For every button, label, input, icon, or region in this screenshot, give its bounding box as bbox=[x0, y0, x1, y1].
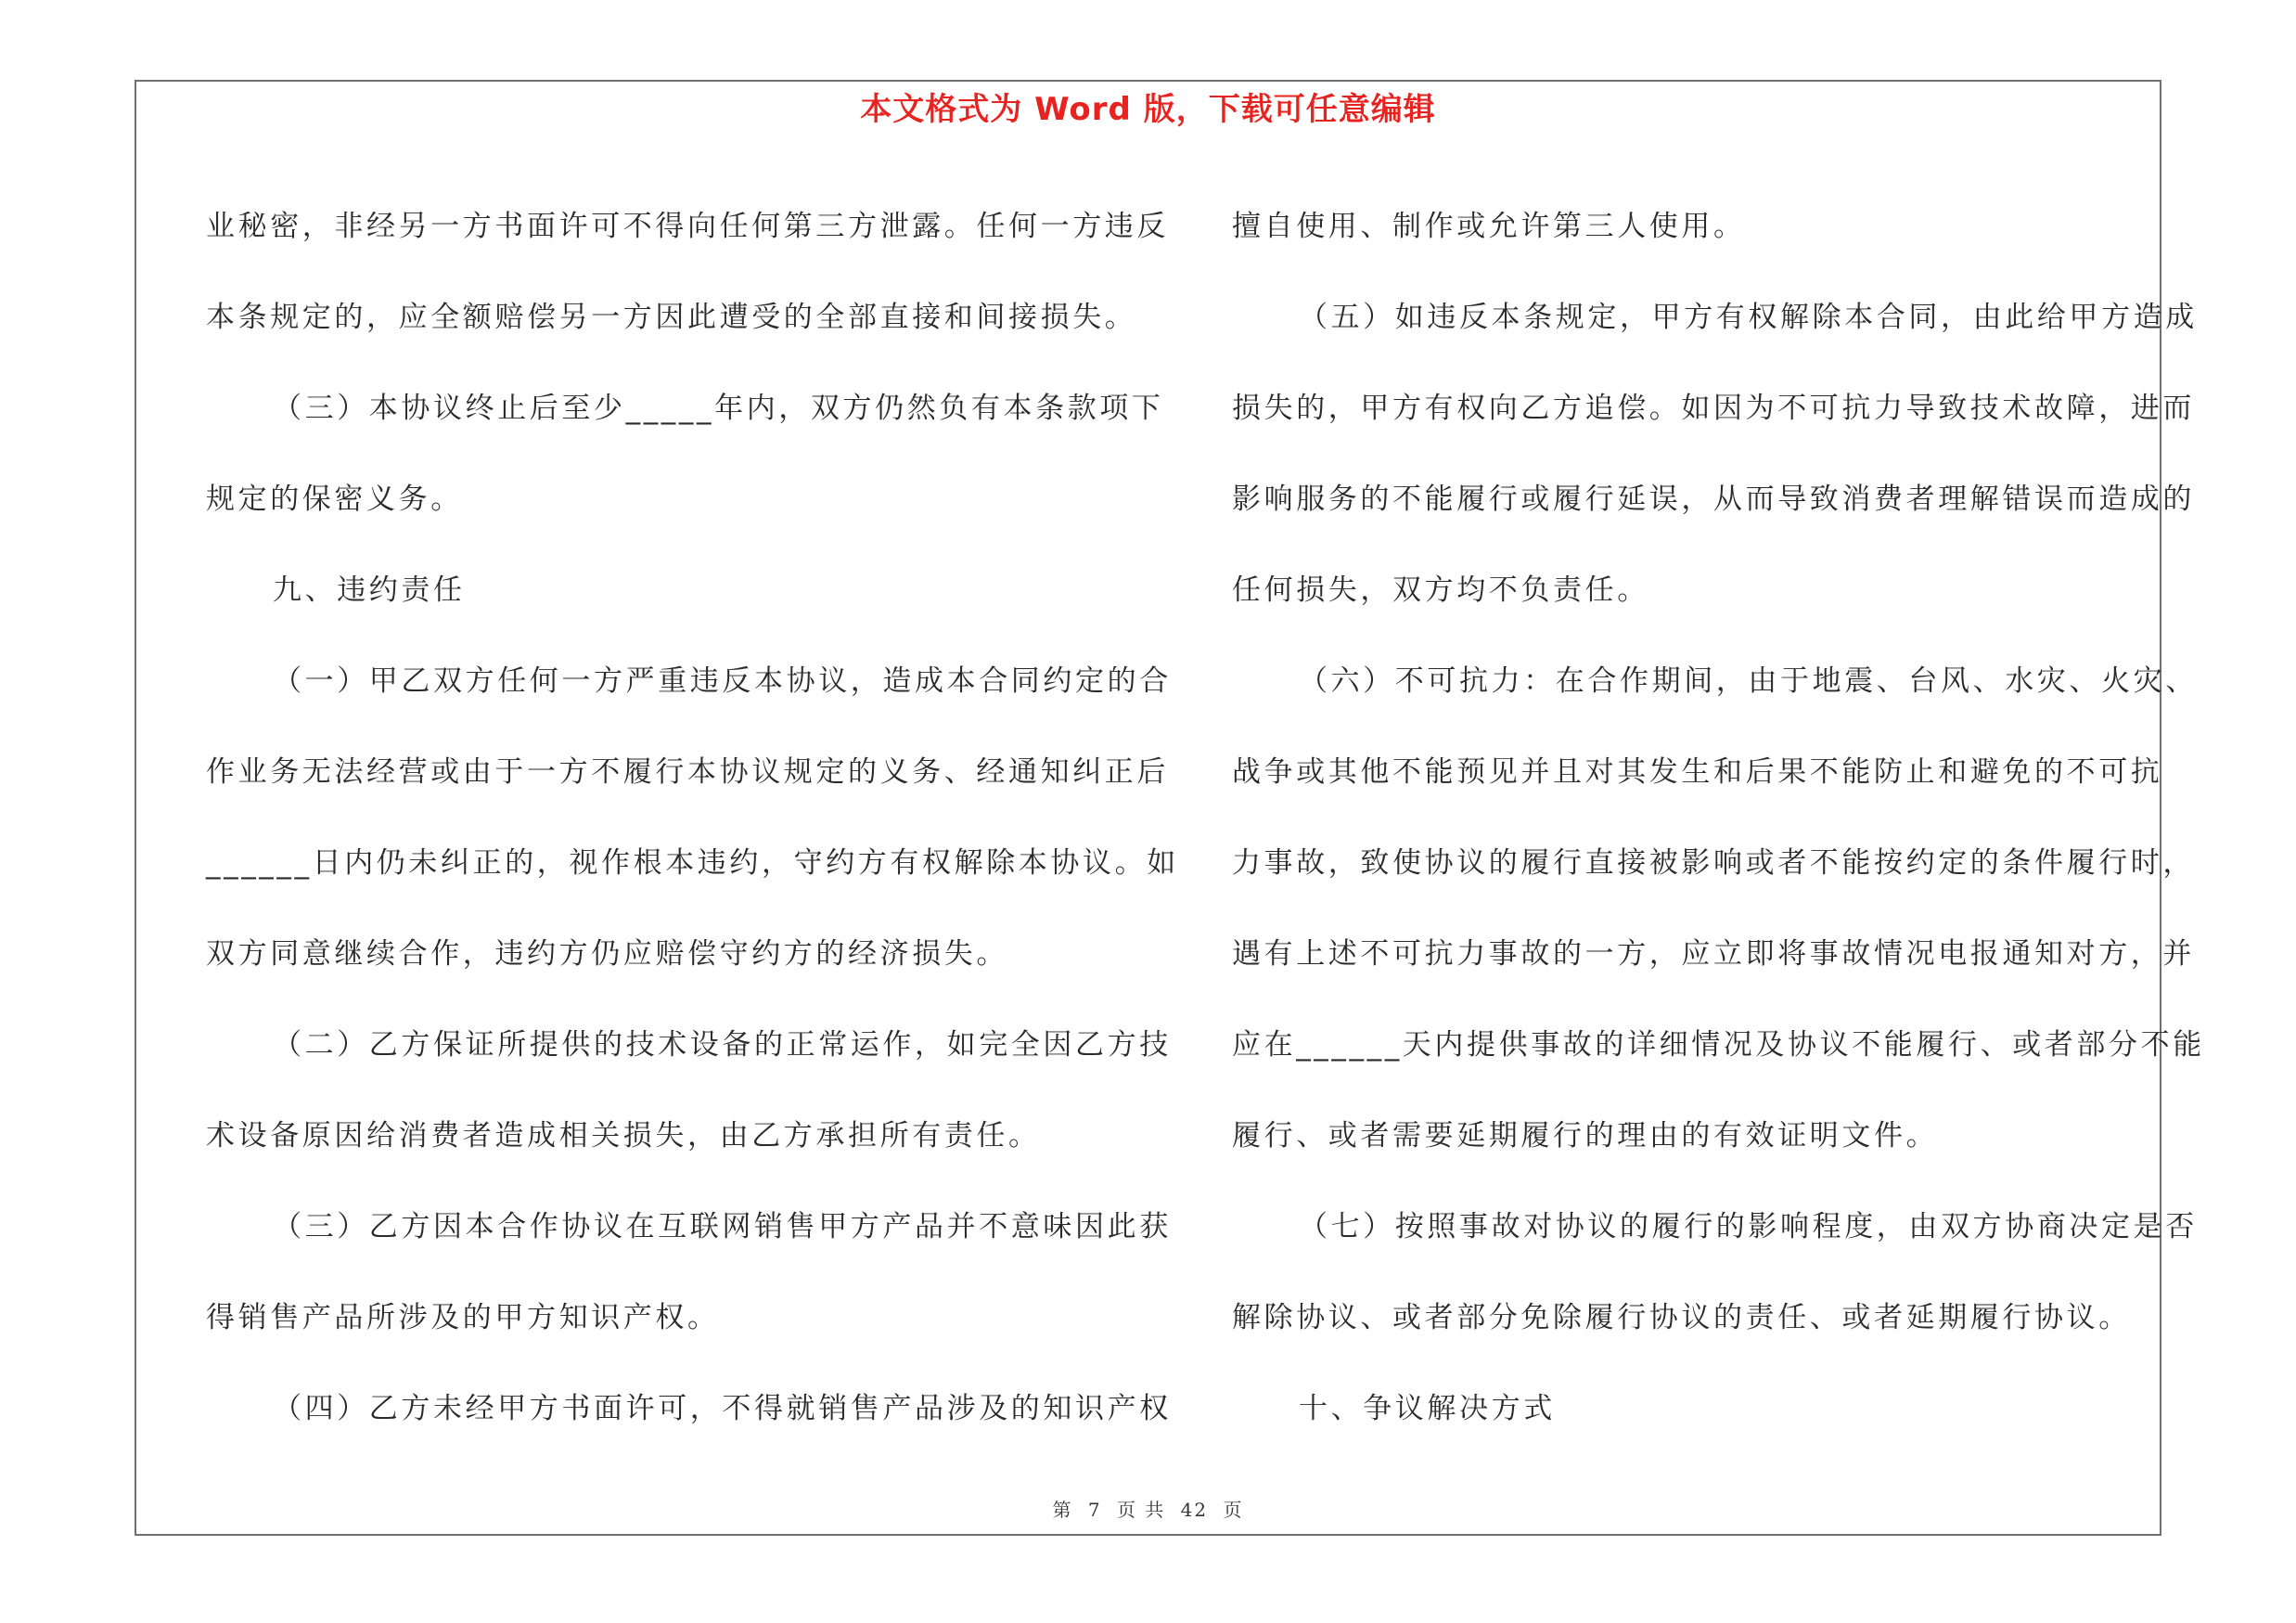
text-line: 遇有上述不可抗力事故的一方，应立即将事故情况电报通知对方，并 bbox=[1232, 937, 2195, 971]
page-number-footer bbox=[0, 1495, 2296, 1522]
text-line: 战争或其他不能预见并且对其发生和后果不能防止和避免的不可抗 bbox=[1232, 755, 2163, 789]
text-line: 双方同意继续合作，违约方仍应赔偿守约方的经济损失。 bbox=[206, 937, 1008, 971]
total-pages-number: 42 bbox=[1180, 1499, 1209, 1521]
text-line: （五）如违反本条规定，甲方有权解除本合同，由此给甲方造成 bbox=[1299, 301, 2198, 334]
footer-prefix: 第 bbox=[1052, 1499, 1073, 1521]
text-line: （三）本协议终止后至少_____年内，双方仍然负有本条款项下 bbox=[273, 392, 1164, 425]
text-line: 擅自使用、制作或允许第三人使用。 bbox=[1232, 210, 1746, 243]
text-line: （七）按照事故对协议的履行的影响程度，由双方协商决定是否 bbox=[1299, 1210, 2198, 1243]
text-line: 损失的，甲方有权向乙方追偿。如因为不可抗力导致技术故障，进而 bbox=[1232, 392, 2195, 425]
text-line: 作业务无法经营或由于一方不履行本协议规定的义务、经通知纠正后 bbox=[206, 755, 1169, 789]
section-heading: 十、争议解决方式 bbox=[1299, 1392, 1556, 1425]
text-line: （一）甲乙双方任何一方严重违反本协议，造成本合同约定的合 bbox=[273, 664, 1172, 698]
text-line: 得销售产品所涉及的甲方知识产权。 bbox=[206, 1301, 720, 1334]
text-line: （四）乙方未经甲方书面许可，不得就销售产品涉及的知识产权 bbox=[273, 1392, 1172, 1425]
text-line: （三）乙方因本合作协议在互联网销售甲方产品并不意味因此获 bbox=[273, 1210, 1172, 1243]
current-page-number: 7 bbox=[1087, 1499, 1102, 1521]
text-line: 履行、或者需要延期履行的理由的有效证明文件。 bbox=[1232, 1119, 1939, 1153]
text-line: 任何损失，双方均不负责任。 bbox=[1232, 573, 1649, 607]
text-line: ______日内仍未纠正的，视作根本违约，守约方有权解除本协议。如 bbox=[206, 846, 1179, 880]
left-text-column bbox=[206, 181, 1179, 1454]
text-line: 本条规定的，应全额赔偿另一方因此遭受的全部直接和间接损失。 bbox=[206, 301, 1137, 334]
text-line: （二）乙方保证所提供的技术设备的正常运作，如完全因乙方技 bbox=[273, 1028, 1172, 1062]
right-text-column bbox=[1232, 181, 2205, 1454]
text-line: 规定的保密义务。 bbox=[206, 483, 463, 516]
text-line: 应在______天内提供事故的详细情况及协议不能履行、或者部分不能 bbox=[1232, 1028, 2205, 1062]
format-notice-banner: 本文格式为 Word 版，下载可任意编辑 bbox=[860, 91, 1436, 128]
text-line: 术设备原因给消费者造成相关损失，由乙方承担所有责任。 bbox=[206, 1119, 1041, 1153]
text-line: 影响服务的不能履行或履行延误，从而导致消费者理解错误而造成的 bbox=[1232, 483, 2195, 516]
text-line: 解除协议、或者部分免除履行协议的责任、或者延期履行协议。 bbox=[1232, 1301, 2131, 1334]
text-line: （六）不可抗力：在合作期间，由于地震、台风、水灾、火灾、 bbox=[1299, 664, 2198, 698]
text-line: 力事故，致使协议的履行直接被影响或者不能按约定的条件履行时， bbox=[1232, 846, 2195, 880]
footer-middle: 页 共 bbox=[1116, 1499, 1166, 1521]
text-line: 业秘密，非经另一方书面许可不得向任何第三方泄露。任何一方违反 bbox=[206, 210, 1169, 243]
footer-suffix: 页 bbox=[1223, 1499, 1244, 1521]
section-heading: 九、违约责任 bbox=[273, 573, 466, 607]
